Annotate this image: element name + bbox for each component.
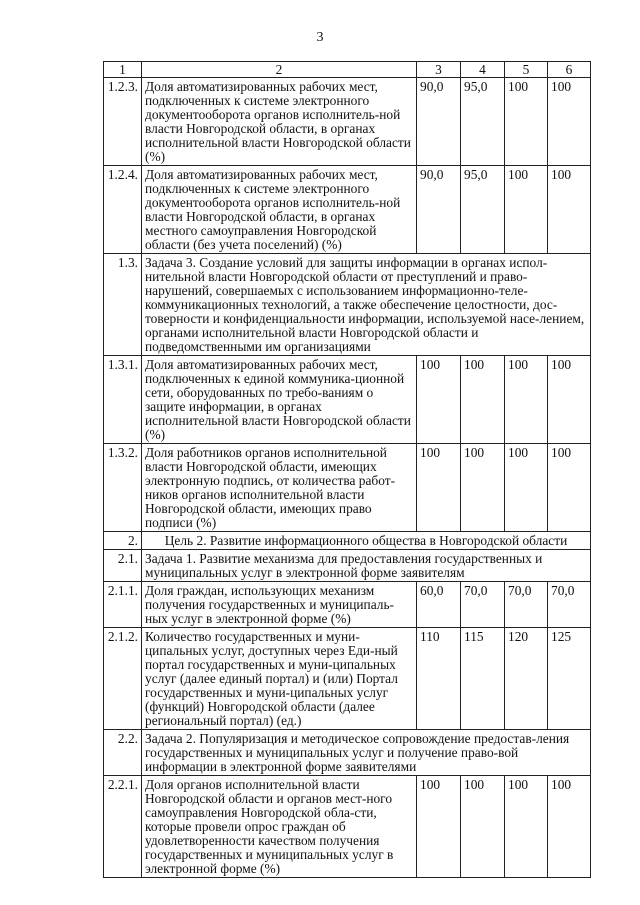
indicator-row [104,444,591,532]
value-cell: 90,0 [417,78,461,166]
value-cell: 100 [417,444,461,532]
value-cell: 100 [548,356,591,444]
value-cell: 100 [505,776,548,878]
indicator-text: Доля автоматизированных рабочих мест, подключенных к системе электронного документооборота органов исполнитель-ной власти Новгородской области, в органах местного самоуправления Новгородской области (без учета поселений) (%) [142,166,417,254]
value-cell: 100 [505,78,548,166]
header-cell: 2 [142,62,417,78]
value-cell: 100 [505,444,548,532]
indicator-text: Доля автоматизированных рабочих мест, подключенных к системе электронного документооборота органов исполнитель-ной власти Новгородской области, в органах исполнительной власти Новгородской области (%) [142,78,417,166]
value-cell: 60,0 [417,582,461,628]
header-cell: 4 [461,62,505,78]
task-row [104,254,591,356]
row-number: 1.2.4. [104,166,142,254]
task-row [104,730,591,776]
goal-row [104,532,591,550]
value-cell: 100 [461,444,505,532]
row-number: 1.3.2. [104,444,142,532]
indicator-row [104,166,591,254]
indicator-row [104,582,591,628]
row-number: 2.1. [104,550,142,582]
value-cell: 100 [548,166,591,254]
value-cell: 100 [461,776,505,878]
value-cell: 100 [417,356,461,444]
value-cell: 110 [417,628,461,730]
indicator-text: Доля работников органов исполнительной власти Новгородской области, имеющих электронную подпись, от количества работ-ников органов исполнительной власти Новгородской области, имеющих право подписи (%) [142,444,417,532]
table-header-row [104,62,591,78]
row-number: 2.2. [104,730,142,776]
value-cell: 125 [548,628,591,730]
task-text: Задача 3. Создание условий для защиты информации в органах испол-нительной власти Новгородской области от преступлений и право-нарушений, совершаемых с использованием информационно-теле-коммуникационных технологий, а также обеспечение целостности, дос-товерности и конфиденциальности информации, используемой насе-лением, органами исполнительной власти Новгородской области и подведомственными им организациями [142,254,591,356]
row-number: 1.2.3. [104,78,142,166]
value-cell: 70,0 [548,582,591,628]
indicators-table [103,61,591,878]
value-cell: 100 [417,776,461,878]
task-row [104,550,591,582]
header-cell: 5 [505,62,548,78]
header-cell: 1 [104,62,142,78]
indicator-text: Доля автоматизированных рабочих мест, подключенных к единой коммуника-ционной сети, оборудованных по требо-ваниям о защите информации, в органах исполнительной власти Новгородской области (%) [142,356,417,444]
task-text: Задача 1. Развитие механизма для предоставления государственных и муниципальных услуг в электронной форме заявителям [142,550,591,582]
value-cell: 70,0 [461,582,505,628]
value-cell: 100 [548,444,591,532]
value-cell: 95,0 [461,78,505,166]
header-cell: 3 [417,62,461,78]
header-cell: 6 [548,62,591,78]
row-number: 2.2.1. [104,776,142,878]
row-number: 2. [104,532,142,550]
page-number: 3 [316,30,324,45]
value-cell: 120 [505,628,548,730]
value-cell: 95,0 [461,166,505,254]
indicator-row [104,356,591,444]
indicator-row [104,78,591,166]
goal-text: Цель 2. Развитие информационного общества в Новгородской области [142,532,591,550]
value-cell: 70,0 [505,582,548,628]
value-cell: 100 [505,166,548,254]
task-text: Задача 2. Популяризация и методическое сопровождение предостав-ления государственных и муниципальных услуг и получение право-вой информации в электронной форме заявителями [142,730,591,776]
value-cell: 100 [505,356,548,444]
value-cell: 100 [461,356,505,444]
indicator-text: Доля органов исполнительной власти Новгородской области и органов мест-ного самоуправления Новгородской обла-сти, которые провели опрос граждан об удовлетворенности качеством получения государственных и муниципальных услуг в электронной форме (%) [142,776,417,878]
row-number: 2.1.2. [104,628,142,730]
value-cell: 90,0 [417,166,461,254]
row-number: 1.3. [104,254,142,356]
value-cell: 115 [461,628,505,730]
indicator-text: Доля граждан, использующих механизм получения государственных и муниципаль-ных услуг в электронной форме (%) [142,582,417,628]
row-number: 2.1.1. [104,582,142,628]
indicator-row [104,628,591,730]
value-cell: 100 [548,78,591,166]
row-number: 1.3.1. [104,356,142,444]
indicator-text: Количество государственных и муни-ципальных услуг, доступных через Еди-ный портал государственных и муни-ципальных услуг (далее единый портал) и (или) Портал государственных и муни-ципальных услуг (функций) Новгородской области (далее региональный портал) (ед.) [142,628,417,730]
indicator-row [104,776,591,878]
value-cell: 100 [548,776,591,878]
